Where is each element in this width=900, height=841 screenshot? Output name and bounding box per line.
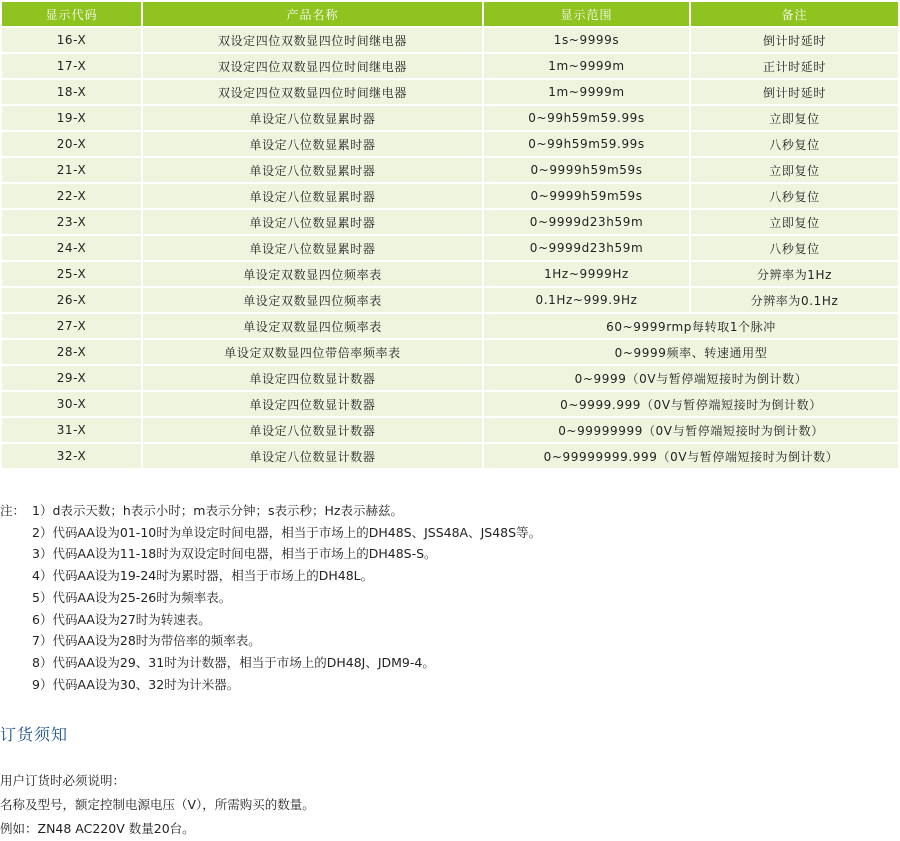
cell-note: 倒计时延时 (691, 28, 898, 52)
note-item: 1）d表示天数；h表示小时；m表示分钟；s表示秒；Hz表示赫兹。 (32, 503, 403, 518)
table-row (2, 106, 898, 130)
note-line (0, 522, 900, 544)
cell-code: 18-X (2, 80, 141, 104)
cell-name: 单设定八位数显累时器 (143, 158, 482, 182)
header-range: 显示范围 (484, 2, 689, 26)
order-line: 用户订货时必须说明： (0, 773, 126, 788)
cell-code: 30-X (2, 392, 141, 416)
cell-name: 单设定双数显四位频率表 (143, 262, 482, 286)
cell-range: 1m~9999m (484, 80, 689, 104)
cell-note: 正计时延时 (691, 54, 898, 78)
note-item: 6）代码AA设为27时为转速表。 (32, 611, 211, 627)
note-line (0, 674, 900, 696)
cell-name: 单设定八位数显累时器 (143, 236, 482, 260)
cell-name: 单设定双数显四位带倍率频率表 (143, 340, 482, 364)
notes-section (0, 500, 900, 695)
note-line (0, 652, 900, 674)
cell-name: 双设定四位双数显四位时间继电器 (143, 54, 482, 78)
cell-range: 0~99999999（0V与暂停端短接时为倒计数） (484, 418, 898, 442)
cell-code: 28-X (2, 340, 141, 364)
note-item: 7）代码AA设为28时为带倍率的频率表。 (32, 633, 261, 649)
cell-note: 八秒复位 (691, 236, 898, 260)
cell-range: 60~9999rmp每转取1个脉冲 (484, 314, 898, 338)
order-line: 名称及型号，额定控制电源电压（V），所需购买的数量。 (0, 797, 315, 812)
table-header-row (2, 2, 898, 26)
cell-code: 32-X (2, 444, 141, 468)
table-row (2, 54, 898, 78)
cell-name: 单设定双数显四位频率表 (143, 314, 482, 338)
table-row (2, 80, 898, 104)
cell-range: 1s~9999s (484, 28, 689, 52)
cell-name: 单设定八位数显计数器 (143, 418, 482, 442)
cell-code: 16-X (2, 28, 141, 52)
table-row (2, 184, 898, 208)
cell-code: 27-X (2, 314, 141, 338)
cell-range: 1m~9999m (484, 54, 689, 78)
cell-code: 21-X (2, 158, 141, 182)
cell-name: 单设定八位数显累时器 (143, 132, 482, 156)
table-row (2, 314, 898, 338)
cell-name: 单设定双数显四位频率表 (143, 288, 482, 312)
note-line (0, 587, 900, 609)
order-title: 订货须知 (0, 725, 69, 744)
table-row (2, 262, 898, 286)
cell-range: 0~9999d23h59m (484, 210, 689, 234)
note-item: 4）代码AA设为19-24时为累时器，相当于市场上的DH48L。 (32, 568, 374, 584)
cell-name: 单设定八位数显累时器 (143, 106, 482, 130)
cell-name: 单设定四位数显计数器 (143, 392, 482, 416)
cell-range: 0~99h59m59.99s (484, 132, 689, 156)
cell-range: 0~9999d23h59m (484, 236, 689, 260)
cell-code: 24-X (2, 236, 141, 260)
cell-code: 22-X (2, 184, 141, 208)
header-code: 显示代码 (2, 2, 141, 26)
note-item: 3）代码AA设为11-18时为双设定时间电器，相当于市场上的DH48S-S。 (32, 546, 437, 562)
note-line (0, 500, 900, 522)
table-row (2, 444, 898, 468)
cell-range: 0~99999999.999（0V与暂停端短接时为倒计数） (484, 444, 898, 468)
header-name: 产品名称 (143, 2, 482, 26)
table-body (2, 28, 898, 468)
cell-code: 23-X (2, 210, 141, 234)
cell-note: 八秒复位 (691, 132, 898, 156)
cell-note: 立即复位 (691, 210, 898, 234)
cell-name: 单设定四位数显计数器 (143, 366, 482, 390)
cell-name: 双设定四位双数显四位时间继电器 (143, 80, 482, 104)
cell-name: 单设定八位数显累时器 (143, 210, 482, 234)
note-line (0, 630, 900, 652)
cell-range: 0~9999h59m59s (484, 158, 689, 182)
cell-note: 立即复位 (691, 106, 898, 130)
cell-range: 0~9999h59m59s (484, 184, 689, 208)
header-note: 备注 (691, 2, 898, 26)
table-row (2, 366, 898, 390)
table-row (2, 418, 898, 442)
cell-range: 0~9999.999（0V与暂停端短接时为倒计数） (484, 392, 898, 416)
note-line (0, 543, 900, 565)
table-row (2, 236, 898, 260)
table-row (2, 210, 898, 234)
cell-range: 0~9999频率、转速通用型 (484, 340, 898, 364)
cell-code: 29-X (2, 366, 141, 390)
cell-name: 双设定四位双数显四位时间继电器 (143, 28, 482, 52)
table-row (2, 392, 898, 416)
note-item: 2）代码AA设为01-10时为单设定时间电器，相当于市场上的DH48S、JSS48A、JS48S等。 (32, 524, 542, 540)
cell-name: 单设定八位数显计数器 (143, 444, 482, 468)
table-row (2, 158, 898, 182)
table-row (2, 28, 898, 52)
cell-note: 倒计时延时 (691, 80, 898, 104)
note-item: 9）代码AA设为30、32时为计米器。 (32, 676, 240, 692)
order-info (0, 769, 315, 841)
table-row (2, 340, 898, 364)
note-item: 8）代码AA设为29、31时为计数器，相当于市场上的DH48J、JDM9-4。 (32, 654, 435, 670)
note-line (0, 609, 900, 631)
cell-code: 26-X (2, 288, 141, 312)
cell-code: 31-X (2, 418, 141, 442)
cell-note: 分辨率为0.1Hz (691, 288, 898, 312)
cell-range: 1Hz~9999Hz (484, 262, 689, 286)
cell-note: 八秒复位 (691, 184, 898, 208)
cell-code: 17-X (2, 54, 141, 78)
cell-range: 0~9999（0V与暂停端短接时为倒计数） (484, 366, 898, 390)
cell-code: 25-X (2, 262, 141, 286)
order-line: 例如：ZN48 AC220V 数量20台。 (0, 821, 195, 836)
table-row (2, 132, 898, 156)
note-item: 5）代码AA设为25-26时为频率表。 (32, 589, 232, 605)
note-line (0, 565, 900, 587)
cell-code: 20-X (2, 132, 141, 156)
cell-note: 立即复位 (691, 158, 898, 182)
cell-name: 单设定八位数显累时器 (143, 184, 482, 208)
table-row (2, 288, 898, 312)
notes-prefix: 注： (0, 503, 26, 518)
cell-code: 19-X (2, 106, 141, 130)
cell-note: 分辨率为1Hz (691, 262, 898, 286)
cell-range: 0~99h59m59.99s (484, 106, 689, 130)
cell-range: 0.1Hz~999.9Hz (484, 288, 689, 312)
